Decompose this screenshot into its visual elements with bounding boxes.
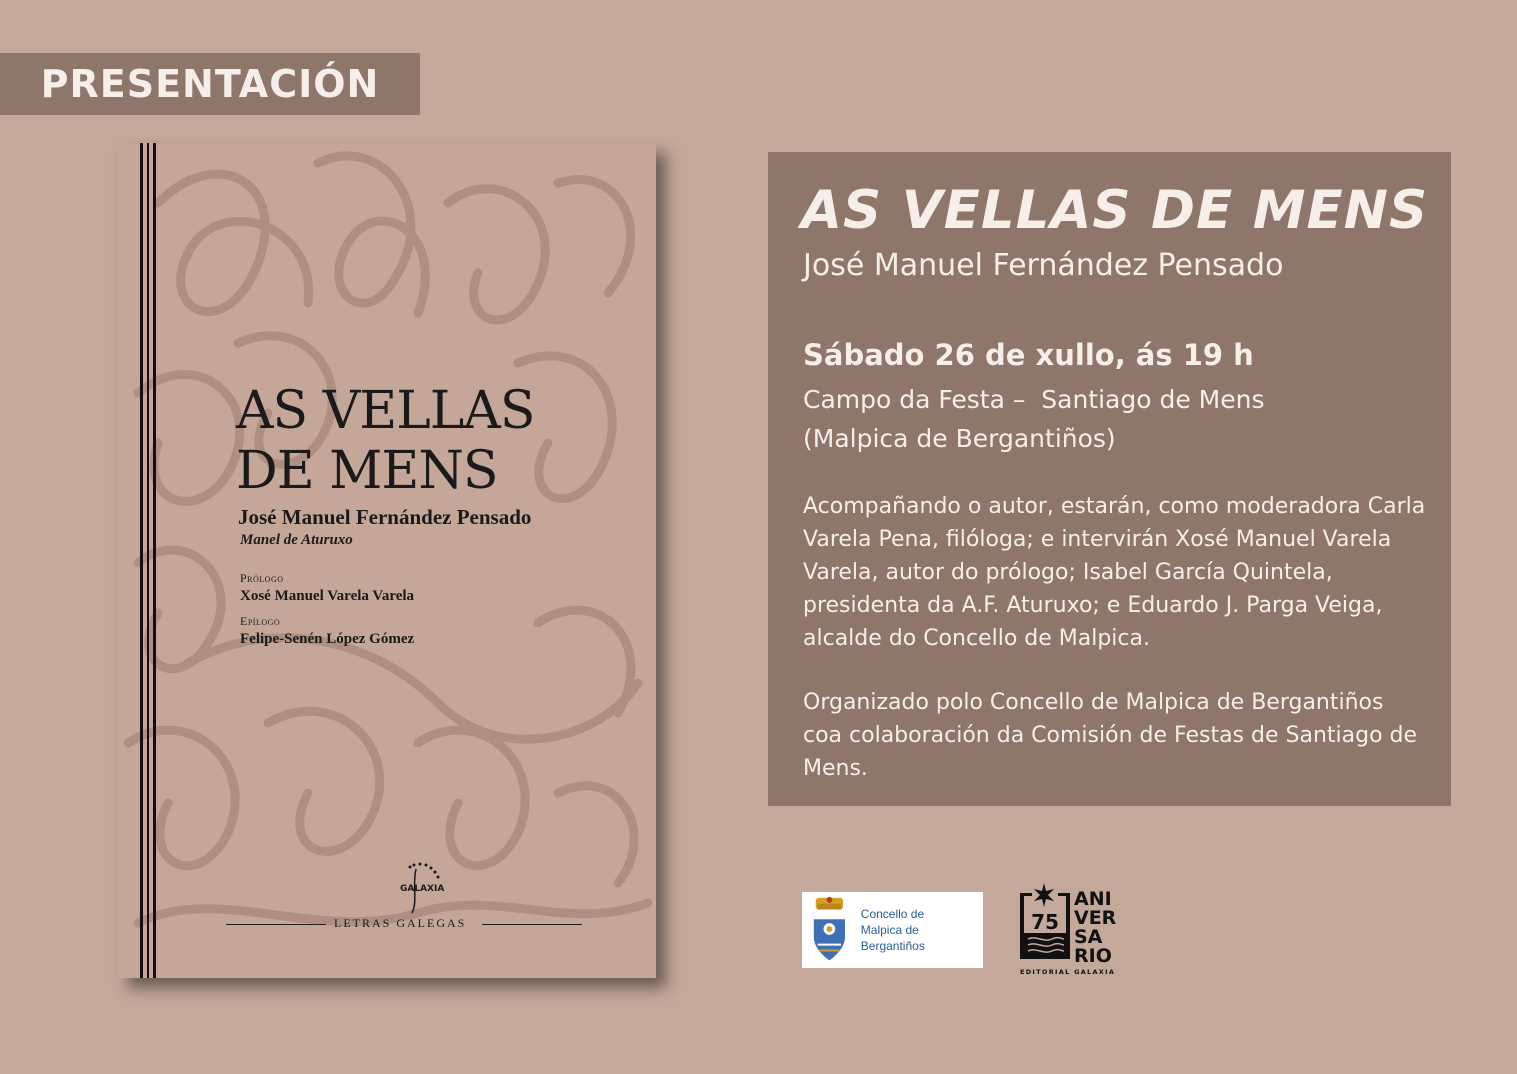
cover-scribble-decoration bbox=[118, 143, 656, 978]
event-place-line1: Campo da Festa – Santiago de Mens bbox=[803, 385, 1265, 414]
series-rule-left bbox=[226, 924, 326, 925]
presentation-badge bbox=[0, 53, 420, 115]
event-participants-paragraph: Acompañando o autor, estarán, como moderadora Carla Varela Pena, filóloga; e intervirán Xosé Manuel Varela Varela, autor do prólogo; Isabel García Quintela, presidenta da A.F. Aturuxo; e Eduardo J. Parga Veiga, alcalde do Concello de Malpica. bbox=[803, 494, 1426, 651]
event-title: AS VELLAS DE MENS bbox=[801, 180, 1429, 241]
cover-spine-line bbox=[140, 143, 143, 978]
event-date: Sábado 26 de xullo, ás 19 h bbox=[803, 338, 1254, 372]
coat-of-arms-icon bbox=[806, 895, 853, 965]
anniversary-line2: VER bbox=[1074, 907, 1117, 929]
cover-prologue-name: Xosé Manuel Varela Varela bbox=[240, 588, 415, 604]
anniversary-logo bbox=[1018, 881, 1118, 977]
cover-spine-line bbox=[147, 143, 149, 978]
event-place-line2: (Malpica de Bergantiños) bbox=[803, 424, 1116, 453]
anniversary-line3: SA bbox=[1074, 926, 1103, 948]
cover-author: José Manuel Fernández Pensado bbox=[238, 505, 532, 529]
cover-epilogue-label: Epílogo bbox=[240, 614, 281, 628]
cover-epilogue-name: Felipe-Senén López Gómez bbox=[240, 631, 415, 647]
series-rule-right bbox=[482, 924, 582, 925]
anniversary-line4: RIO bbox=[1074, 945, 1112, 967]
anniversary-number: 75 bbox=[1031, 910, 1059, 934]
concello-logo bbox=[802, 892, 983, 968]
cover-prologue-label: Prólogo bbox=[240, 571, 284, 585]
concello-line1: Concello de bbox=[860, 907, 925, 921]
anniversary-publisher: EDITORIAL GALAXIA bbox=[1020, 968, 1116, 976]
cover-title bbox=[236, 381, 534, 501]
event-place bbox=[803, 380, 1265, 458]
event-author: José Manuel Fernández Pensado bbox=[803, 248, 1284, 283]
book-cover bbox=[118, 143, 656, 978]
cover-title-line1: AS VELLAS bbox=[236, 381, 535, 441]
cover-title-line2: DE MENS bbox=[236, 441, 498, 501]
cover-spine-line bbox=[153, 143, 156, 978]
anniversary-line1: ANI bbox=[1074, 888, 1112, 910]
publisher-logo-mark bbox=[398, 861, 458, 916]
concello-line2: Malpica de Bergantiños bbox=[860, 923, 925, 953]
event-organizer-paragraph: Organizado polo Concello de Malpica de Bergantiños coa colaboración da Comisión de Festas de Santiago de Mens. bbox=[803, 690, 1418, 781]
badge-label: PRESENTACIÓN bbox=[40, 62, 380, 106]
cover-series: LETRAS GALEGAS bbox=[334, 916, 467, 930]
cover-pseudonym: Manel de Aturuxo bbox=[240, 532, 353, 548]
concello-logo-text bbox=[861, 906, 983, 954]
event-info-panel bbox=[768, 152, 1451, 806]
publisher-logo-text: GALAXIA bbox=[400, 884, 445, 894]
